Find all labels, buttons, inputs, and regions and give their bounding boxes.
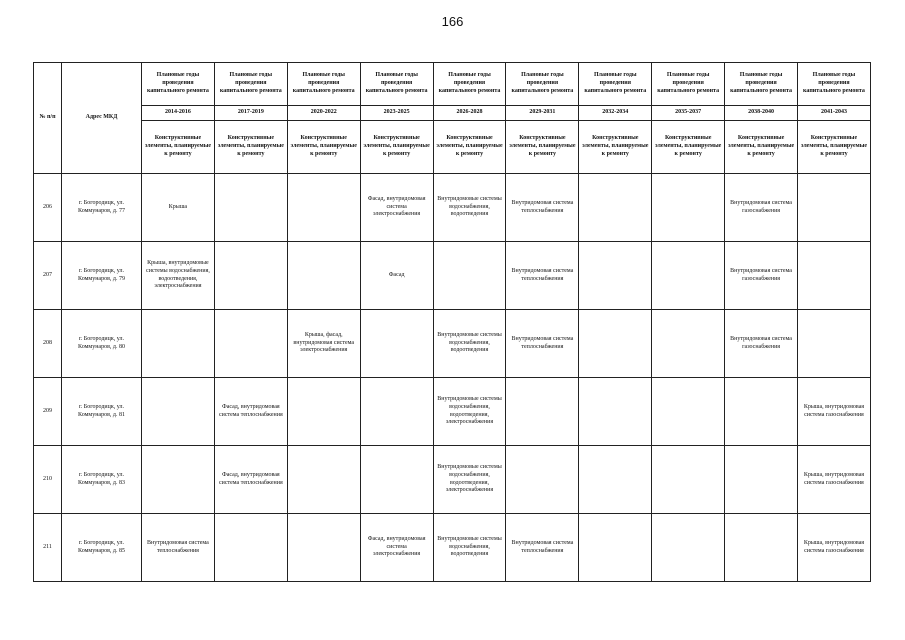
period-header: 2038-2040	[725, 106, 798, 121]
row-address: г. Богородицк, ул. Коммунаров, д. 81	[62, 378, 142, 446]
repair-elements-cell	[287, 514, 360, 582]
repair-elements-cell: Фасад, внутридомовая система теплоснабжения	[214, 378, 287, 446]
elements-header: Конструктивные элементы, планируемые к ремонту	[360, 121, 433, 174]
repair-elements-cell	[579, 310, 652, 378]
elements-header: Конструктивные элементы, планируемые к ремонту	[433, 121, 506, 174]
planned-years-header: Плановые годы проведения капитального ремонта	[433, 63, 506, 106]
period-header: 2026-2028	[433, 106, 506, 121]
repair-elements-cell	[142, 378, 215, 446]
period-header: 2014-2016	[142, 106, 215, 121]
header-row-periods	[34, 106, 871, 121]
planned-years-header: Плановые годы проведения капитального ремонта	[287, 63, 360, 106]
repair-elements-cell	[579, 378, 652, 446]
period-header: 2023-2025	[360, 106, 433, 121]
repair-elements-cell	[214, 174, 287, 242]
repair-elements-cell	[579, 446, 652, 514]
table-row	[34, 310, 871, 378]
repair-elements-cell	[652, 174, 725, 242]
repair-elements-cell: Внутридомовая система газоснабжения	[725, 174, 798, 242]
elements-header: Конструктивные элементы, планируемые к ремонту	[142, 121, 215, 174]
repair-elements-cell	[360, 378, 433, 446]
table-body	[34, 174, 871, 582]
elements-header: Конструктивные элементы, планируемые к ремонту	[214, 121, 287, 174]
repair-elements-cell: Крыша	[142, 174, 215, 242]
repair-elements-cell	[652, 514, 725, 582]
planned-years-header: Плановые годы проведения капитального ремонта	[214, 63, 287, 106]
repair-elements-cell	[360, 446, 433, 514]
repair-elements-cell	[798, 310, 871, 378]
row-address: г. Богородицк, ул. Коммунаров, д. 80	[62, 310, 142, 378]
repair-elements-cell: Крыша, внутридомовая система газоснабжения	[798, 446, 871, 514]
repair-elements-cell	[214, 514, 287, 582]
elements-header: Конструктивные элементы, планируемые к ремонту	[652, 121, 725, 174]
repair-elements-cell	[652, 242, 725, 310]
period-header: 2041-2043	[798, 106, 871, 121]
elements-header: Конструктивные элементы, планируемые к ремонту	[287, 121, 360, 174]
table-row	[34, 514, 871, 582]
period-header: 2035-2037	[652, 106, 725, 121]
repair-elements-cell: Внутридомовая система теплоснабжения	[506, 174, 579, 242]
repair-elements-cell	[287, 446, 360, 514]
page-number: 166	[441, 14, 464, 29]
planned-years-header: Плановые годы проведения капитального ремонта	[360, 63, 433, 106]
row-address: г. Богородицк, ул. Коммунаров, д. 77	[62, 174, 142, 242]
planned-years-header: Плановые годы проведения капитального ремонта	[506, 63, 579, 106]
period-header: 2017-2019	[214, 106, 287, 121]
repair-elements-cell: Внутридомовая система теплоснабжения	[506, 514, 579, 582]
repair-elements-cell	[579, 514, 652, 582]
table-row	[34, 174, 871, 242]
capital-repair-table	[33, 62, 871, 582]
repair-elements-cell: Внутридомовые системы водоснабжения, водоотведения	[433, 310, 506, 378]
repair-elements-cell: Внутридомовые системы водоснабжения, водоотведения, электроснабжения	[433, 446, 506, 514]
repair-elements-cell: Фасад, внутридомовая система электроснабжения	[360, 514, 433, 582]
repair-elements-cell: Внутридомовая система теплоснабжения	[506, 310, 579, 378]
repair-elements-cell	[652, 446, 725, 514]
repair-elements-cell: Фасад, внутридомовая система электроснабжения	[360, 174, 433, 242]
repair-elements-cell: Внутридомовые системы водоснабжения, водоотведения	[433, 514, 506, 582]
repair-elements-cell: Фасад	[360, 242, 433, 310]
repair-elements-cell	[433, 242, 506, 310]
repair-elements-cell: Крыша, внутридомовая система газоснабжения	[798, 378, 871, 446]
repair-elements-cell: Внутридомовые системы водоснабжения, водоотведения	[433, 174, 506, 242]
repair-elements-cell	[287, 174, 360, 242]
row-address: г. Богородицк, ул. Коммунаров, д. 85	[62, 514, 142, 582]
repair-elements-cell: Внутридомовая система теплоснабжения	[506, 242, 579, 310]
repair-elements-cell	[287, 378, 360, 446]
planned-years-header: Плановые годы проведения капитального ремонта	[579, 63, 652, 106]
planned-years-header: Плановые годы проведения капитального ремонта	[142, 63, 215, 106]
elements-header: Конструктивные элементы, планируемые к ремонту	[725, 121, 798, 174]
repair-elements-cell	[798, 242, 871, 310]
repair-elements-cell	[652, 378, 725, 446]
row-number: 208	[34, 310, 62, 378]
repair-elements-cell	[579, 242, 652, 310]
repair-elements-cell	[579, 174, 652, 242]
repair-elements-cell: Крыша, фасад, внутридомовая система электроснабжения	[287, 310, 360, 378]
elements-header: Конструктивные элементы, планируемые к ремонту	[798, 121, 871, 174]
planned-years-header: Плановые годы проведения капитального ремонта	[725, 63, 798, 106]
repair-elements-cell	[360, 310, 433, 378]
period-header: 2029-2031	[506, 106, 579, 121]
planned-years-header: Плановые годы проведения капитального ремонта	[652, 63, 725, 106]
repair-elements-cell	[506, 446, 579, 514]
repair-elements-cell	[725, 446, 798, 514]
row-number: 207	[34, 242, 62, 310]
repair-elements-cell	[506, 378, 579, 446]
repair-elements-cell: Внутридомовая система теплоснабжения	[142, 514, 215, 582]
repair-elements-cell: Внутридомовые системы водоснабжения, водоотведения, электроснабжения	[433, 378, 506, 446]
num-column-header: № п/п	[34, 63, 62, 174]
repair-elements-cell	[798, 174, 871, 242]
address-column-header: Адрес МКД	[62, 63, 142, 174]
repair-elements-cell	[214, 242, 287, 310]
repair-elements-cell	[652, 310, 725, 378]
period-header: 2032-2034	[579, 106, 652, 121]
table-row	[34, 446, 871, 514]
table-row	[34, 378, 871, 446]
planned-years-header: Плановые годы проведения капитального ремонта	[798, 63, 871, 106]
table-row	[34, 242, 871, 310]
repair-elements-cell	[725, 378, 798, 446]
repair-elements-cell	[142, 310, 215, 378]
repair-elements-cell: Внутридомовая система газоснабжения	[725, 242, 798, 310]
repair-elements-cell: Крыша, внутридомовая система газоснабжения	[798, 514, 871, 582]
repair-elements-cell: Фасад, внутридомовая система теплоснабжения	[214, 446, 287, 514]
repair-elements-cell	[725, 514, 798, 582]
header-row-elements	[34, 121, 871, 174]
row-number: 206	[34, 174, 62, 242]
header-row-planned-years	[34, 63, 871, 106]
row-number: 211	[34, 514, 62, 582]
row-number: 210	[34, 446, 62, 514]
row-number: 209	[34, 378, 62, 446]
repair-elements-cell	[287, 242, 360, 310]
elements-header: Конструктивные элементы, планируемые к ремонту	[506, 121, 579, 174]
repair-elements-cell	[214, 310, 287, 378]
repair-elements-cell: Внутридомовая система газоснабжения	[725, 310, 798, 378]
row-address: г. Богородицк, ул. Коммунаров, д. 79	[62, 242, 142, 310]
repair-elements-cell	[142, 446, 215, 514]
elements-header: Конструктивные элементы, планируемые к ремонту	[579, 121, 652, 174]
repair-elements-cell: Крыша, внутридомовые системы водоснабжения, водоотведения, электроснабжения	[142, 242, 215, 310]
row-address: г. Богородицк, ул. Коммунаров, д. 83	[62, 446, 142, 514]
period-header: 2020-2022	[287, 106, 360, 121]
